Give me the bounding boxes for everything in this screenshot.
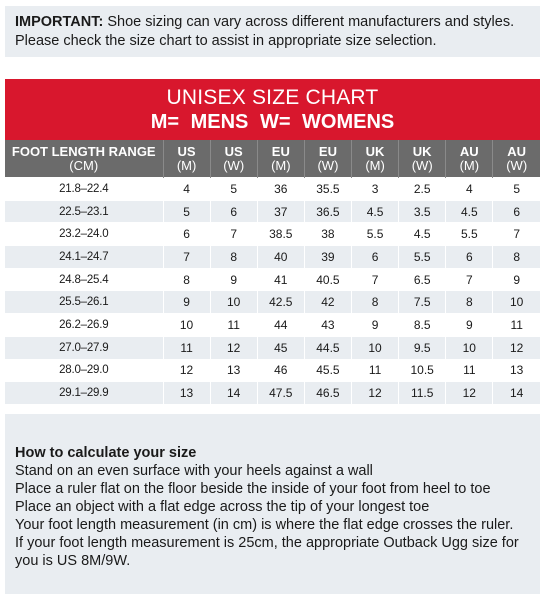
column-header-unit: (M) xyxy=(271,157,291,173)
size-cell: 14 xyxy=(210,382,257,404)
size-cell: 12 xyxy=(446,382,493,404)
size-cell: 12 xyxy=(352,382,399,404)
column-header-unit: (W) xyxy=(506,157,528,173)
column-header xyxy=(210,140,257,178)
size-cell: 10 xyxy=(163,314,210,337)
size-cell: 5.5 xyxy=(446,223,493,246)
size-cell: 4 xyxy=(446,178,493,201)
column-header xyxy=(5,140,163,178)
size-cell: 35.5 xyxy=(304,178,351,201)
size-cell: 8 xyxy=(493,246,540,269)
size-cell: 42 xyxy=(304,291,351,314)
size-cell: 4 xyxy=(163,178,210,201)
size-cell: 45.5 xyxy=(304,359,351,382)
size-cell: 11 xyxy=(446,359,493,382)
table-row xyxy=(5,382,540,404)
size-chart-subtitle: M= MENS W= WOMENS xyxy=(150,111,395,133)
column-header-unit: (W) xyxy=(223,157,245,173)
how-to-step: Place an object with a flat edge across the tip of your longest toe xyxy=(15,499,430,515)
column-header xyxy=(352,140,399,178)
size-cell: 39 xyxy=(304,246,351,269)
size-cell: 6.5 xyxy=(399,268,446,291)
column-header-unit: (M) xyxy=(365,157,385,173)
size-table xyxy=(5,140,540,404)
size-cell: 2.5 xyxy=(399,178,446,201)
size-cell: 9 xyxy=(446,314,493,337)
column-header-unit: (M) xyxy=(459,157,480,173)
size-cell: 6 xyxy=(446,246,493,269)
size-cell: 11 xyxy=(210,314,257,337)
column-header xyxy=(257,140,304,178)
size-cell: 6 xyxy=(163,223,210,246)
size-cell: 11 xyxy=(163,336,210,359)
size-cell: 43 xyxy=(304,314,351,337)
foot-length-cell: 26.2–26.9 xyxy=(5,314,163,337)
size-chart-banner xyxy=(5,79,540,140)
column-header-label: EU xyxy=(318,143,337,159)
size-cell: 8 xyxy=(352,291,399,314)
size-chart xyxy=(5,79,540,404)
size-cell: 11 xyxy=(352,359,399,382)
foot-length-cell: 22.5–23.1 xyxy=(5,200,163,223)
size-cell: 13 xyxy=(210,359,257,382)
table-row xyxy=(5,336,540,359)
foot-length-cell: 24.8–25.4 xyxy=(5,268,163,291)
column-header-unit: (M) xyxy=(176,157,197,173)
size-cell: 7 xyxy=(446,268,493,291)
table-row xyxy=(5,314,540,337)
size-cell: 5 xyxy=(163,200,210,223)
table-row xyxy=(5,200,540,223)
size-cell: 5 xyxy=(493,178,540,201)
size-cell: 6 xyxy=(352,246,399,269)
size-cell: 36 xyxy=(257,178,304,201)
foot-length-cell: 23.2–24.0 xyxy=(5,223,163,246)
column-header xyxy=(399,140,446,178)
size-cell: 10.5 xyxy=(399,359,446,382)
foot-length-cell: 24.1–24.7 xyxy=(5,246,163,269)
table-body xyxy=(5,178,540,404)
how-to-step: If your foot length measurement is 25cm, the appropriate Outback Ugg size for you is US 8M/9W. xyxy=(15,535,519,569)
size-cell: 5 xyxy=(210,178,257,201)
table-row xyxy=(5,359,540,382)
important-notice xyxy=(5,6,540,57)
size-cell: 10 xyxy=(493,291,540,314)
column-header-label: UK xyxy=(412,143,432,159)
table-row xyxy=(5,246,540,269)
column-header xyxy=(493,140,540,178)
size-cell: 9 xyxy=(493,268,540,291)
notice-label: IMPORTANT: xyxy=(15,14,104,30)
size-cell: 44 xyxy=(257,314,304,337)
size-cell: 13 xyxy=(163,382,210,404)
size-chart-title: UNISEX SIZE CHART xyxy=(166,86,379,109)
column-header-unit: (W) xyxy=(317,157,339,173)
size-cell: 3 xyxy=(352,178,399,201)
size-cell: 10 xyxy=(210,291,257,314)
column-header-label: UK xyxy=(365,143,385,159)
size-cell: 5.5 xyxy=(352,223,399,246)
size-cell: 8 xyxy=(210,246,257,269)
table-row xyxy=(5,268,540,291)
size-cell: 46 xyxy=(257,359,304,382)
size-cell: 7 xyxy=(210,223,257,246)
size-cell: 12 xyxy=(163,359,210,382)
size-cell: 11.5 xyxy=(399,382,446,404)
size-cell: 41 xyxy=(257,268,304,291)
size-cell: 4.5 xyxy=(446,200,493,223)
size-cell: 7 xyxy=(493,223,540,246)
size-cell: 14 xyxy=(493,382,540,404)
size-cell: 10 xyxy=(352,336,399,359)
size-cell: 7 xyxy=(163,246,210,269)
size-cell: 8 xyxy=(446,291,493,314)
foot-length-cell: 25.5–26.1 xyxy=(5,291,163,314)
notice-text: Shoe sizing can vary across different manufacturers and styles. Please check the size chart to assist in appropriate size selection. xyxy=(15,14,515,49)
column-header xyxy=(163,140,210,178)
table-row xyxy=(5,178,540,201)
size-cell: 40 xyxy=(257,246,304,269)
size-cell: 12 xyxy=(210,336,257,359)
foot-length-cell: 21.8–22.4 xyxy=(5,178,163,201)
table-row xyxy=(5,223,540,246)
size-cell: 46.5 xyxy=(304,382,351,404)
size-cell: 45 xyxy=(257,336,304,359)
column-header-unit: (CM) xyxy=(69,157,99,173)
size-cell: 36.5 xyxy=(304,200,351,223)
size-cell: 8 xyxy=(163,268,210,291)
size-cell: 38 xyxy=(304,223,351,246)
size-cell: 6 xyxy=(493,200,540,223)
foot-length-cell: 27.0–27.9 xyxy=(5,336,163,359)
size-cell: 6 xyxy=(210,200,257,223)
foot-length-cell: 29.1–29.9 xyxy=(5,382,163,404)
foot-length-cell: 28.0–29.0 xyxy=(5,359,163,382)
column-header xyxy=(446,140,493,178)
column-header-label: US xyxy=(177,143,196,159)
how-to-step: Stand on an even surface with your heels against a wall xyxy=(15,463,373,479)
size-cell: 5.5 xyxy=(399,246,446,269)
size-cell: 13 xyxy=(493,359,540,382)
how-to-step: Place a ruler flat on the floor beside the inside of your foot from heel to toe xyxy=(15,481,491,497)
size-cell: 9 xyxy=(352,314,399,337)
size-cell: 3.5 xyxy=(399,200,446,223)
size-cell: 8.5 xyxy=(399,314,446,337)
size-cell: 38.5 xyxy=(257,223,304,246)
size-cell: 37 xyxy=(257,200,304,223)
size-cell: 7 xyxy=(352,268,399,291)
how-to-heading: How to calculate your size xyxy=(15,445,197,461)
table-header-row xyxy=(5,140,540,178)
size-cell: 44.5 xyxy=(304,336,351,359)
column-header-unit: (W) xyxy=(411,157,433,173)
how-to-step: Your foot length measurement (in cm) is where the flat edge crosses the ruler. xyxy=(15,517,514,533)
column-header-label: US xyxy=(224,143,243,159)
size-cell: 9 xyxy=(163,291,210,314)
how-to-steps xyxy=(15,462,530,570)
size-cell: 10 xyxy=(446,336,493,359)
table-row xyxy=(5,291,540,314)
column-header xyxy=(304,140,351,178)
size-cell: 11 xyxy=(493,314,540,337)
size-cell: 9.5 xyxy=(399,336,446,359)
size-cell: 4.5 xyxy=(399,223,446,246)
size-cell: 4.5 xyxy=(352,200,399,223)
size-cell: 40.5 xyxy=(304,268,351,291)
size-cell: 42.5 xyxy=(257,291,304,314)
size-cell: 7.5 xyxy=(399,291,446,314)
column-header-label: AU xyxy=(459,143,479,159)
size-cell: 12 xyxy=(493,336,540,359)
size-cell: 47.5 xyxy=(257,382,304,404)
column-header-label: EU xyxy=(271,143,290,159)
how-to-section xyxy=(5,414,540,594)
column-header-label: AU xyxy=(507,143,527,159)
size-cell: 9 xyxy=(210,268,257,291)
column-header-label: FOOT LENGTH RANGE xyxy=(11,143,156,159)
